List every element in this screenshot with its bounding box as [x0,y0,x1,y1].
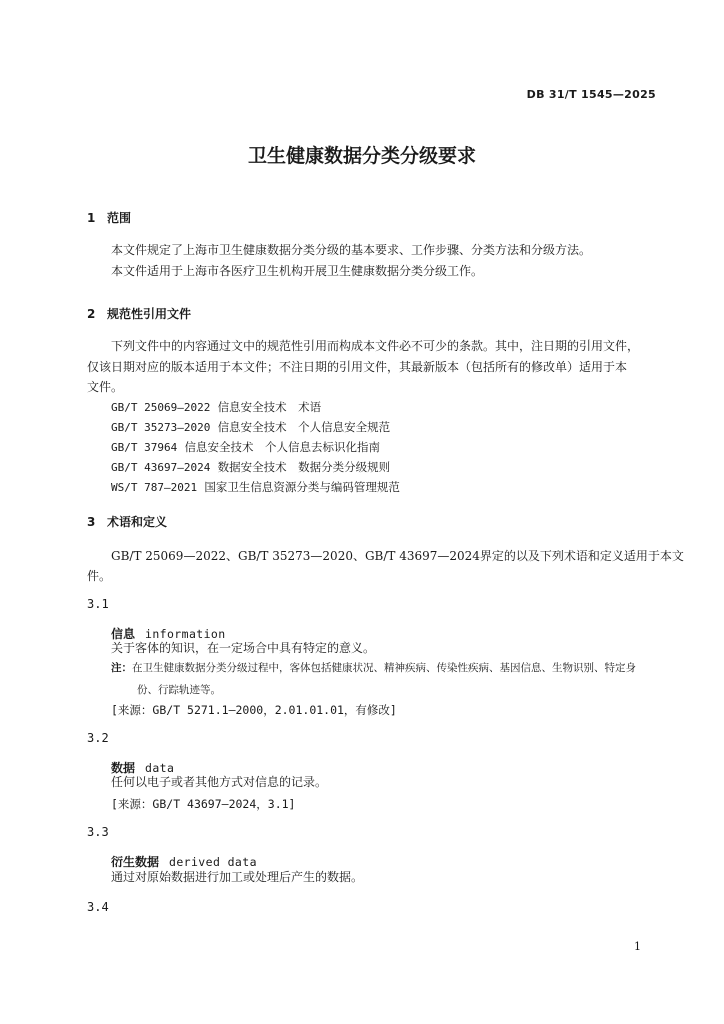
references-intro-line-1: 下列文件中的内容通过文中的规范性引用而构成本文件必不可少的条款。其中，注日期的引用文件， [111,339,640,353]
reference-item [111,437,380,458]
reference-code: GB/T 35273—2020 [111,421,211,434]
section-1-heading [87,209,131,226]
page-number: 1 [634,940,641,953]
scope-paragraph-1: 本文件规定了上海市卫生健康数据分类分级的基本要求、工作步骤、分类方法和分级方法。 [111,243,592,257]
terms-intro-line-2: 件。 [87,569,112,583]
term-source: [来源：GB/T 43697—2024，3.1] [111,797,296,811]
document-title: 卫生健康数据分类分级要求 [247,145,476,167]
section-number: 1 [87,211,96,225]
reference-item [111,477,400,498]
clause-number: 3.3 [87,825,109,839]
reference-item [111,397,321,418]
reference-code: GB/T 25069—2022 [111,401,211,414]
term-english: derived data [169,855,257,869]
reference-title: 国家卫生信息资源分类与编码管理规范 [204,480,400,494]
reference-code: GB/T 43697—2024 [111,461,211,474]
reference-item [111,417,390,438]
reference-code: WS/T 787—2021 [111,481,198,494]
reference-title: 数据安全技术 数据分类分级规则 [217,460,391,474]
references-intro-line-3: 文件。 [87,380,124,394]
references-intro-line-2: 仅该日期对应的版本适用于本文件；不注日期的引用文件，其最新版本（包括所有的修改单）适用于本 [87,360,628,374]
section-number: 2 [87,307,96,321]
term-definition: 关于客体的知识，在一定场合中具有特定的意义。 [111,641,376,655]
section-3-heading [87,513,167,530]
reference-code: GB/T 37964 [111,441,178,454]
term-definition: 任何以电子或者其他方式对信息的记录。 [111,775,328,789]
reference-item [111,457,390,478]
note-text-line-2: 份、行踪轨迹等。 [137,684,221,696]
term-english: data [145,761,175,775]
note-text-line-1: 在卫生健康数据分类分级过程中，客体包括健康状况、精神疾病、传染性疾病、基因信息、生物识别、特定身 [132,662,636,674]
term-chinese: 衍生数据 [111,855,160,869]
scope-paragraph-2: 本文件适用于上海市各医疗卫生机构开展卫生健康数据分类分级工作。 [111,264,484,278]
reference-title: 信息安全技术 术语 [217,400,322,414]
terms-intro-line-1: GB/T 25069—2022、GB/T 35273—2020、GB/T 43697—2024界定的以及下列术语和定义适用于本文 [111,549,684,563]
section-title: 术语和定义 [107,515,168,529]
section-title: 范围 [107,211,132,225]
clause-number: 3.4 [87,900,109,914]
clause-number: 3.2 [87,731,109,745]
term-chinese: 数据 [111,761,136,775]
term-english: information [145,627,226,641]
document-code: DB 31/T 1545—2025 [526,88,656,101]
note-label: 注： [111,662,132,674]
section-title: 规范性引用文件 [107,307,192,321]
term-note [111,657,671,701]
term-definition: 通过对原始数据进行加工或处理后产生的数据。 [111,870,364,884]
reference-title: 信息安全技术 个人信息去标识化指南 [184,440,381,454]
section-2-heading [87,305,191,322]
reference-title: 信息安全技术 个人信息安全规范 [217,420,391,434]
section-number: 3 [87,515,96,529]
term-chinese: 信息 [111,627,136,641]
clause-number: 3.1 [87,597,109,611]
term-source: [来源：GB/T 5271.1—2000，2.01.01.01，有修改] [111,703,397,717]
